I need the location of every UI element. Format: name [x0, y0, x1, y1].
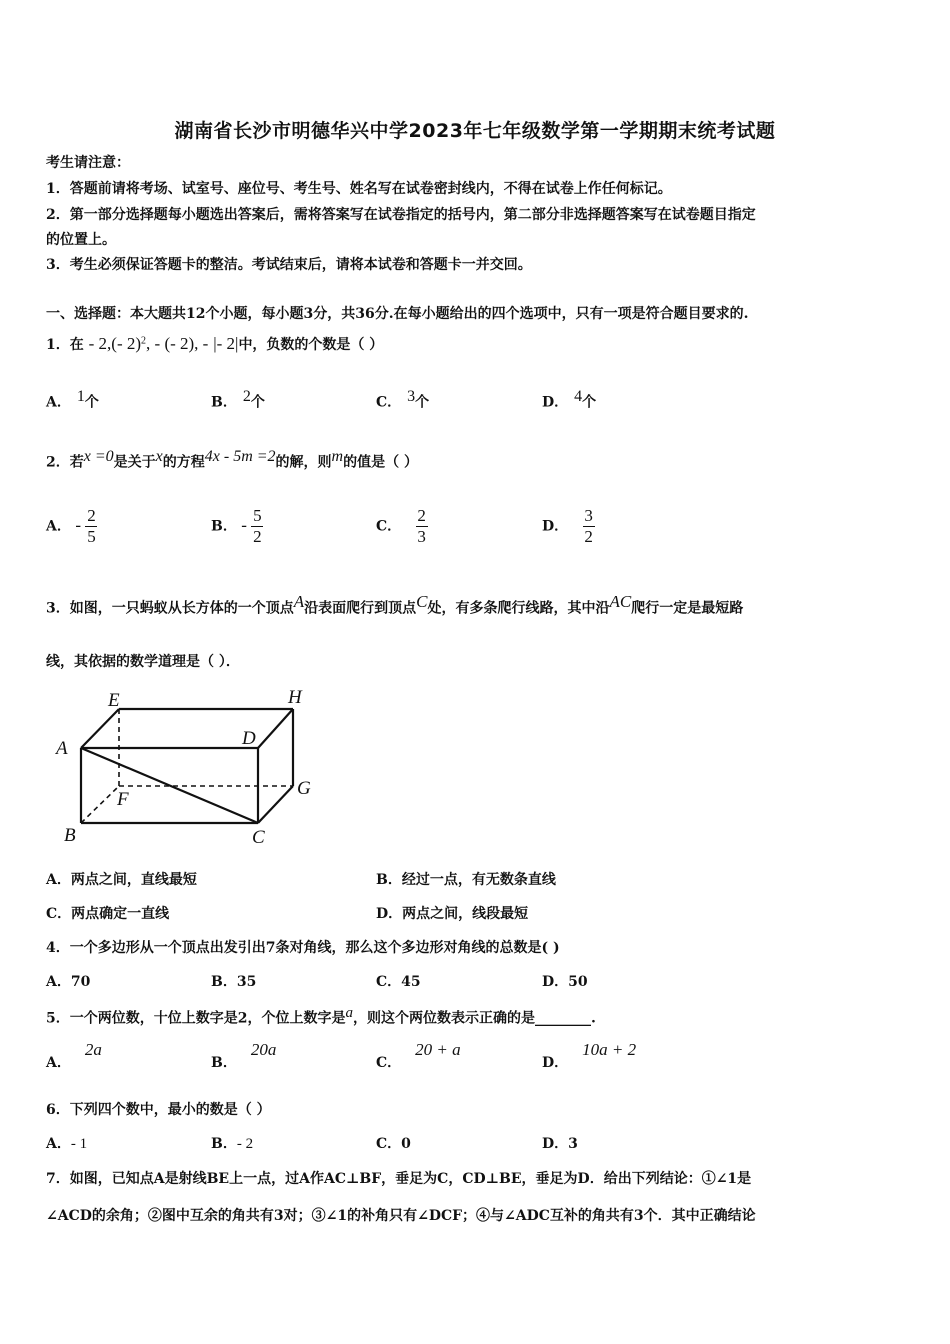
- q6-option-d[interactable]: [542, 1133, 578, 1153]
- q4-option-b[interactable]: [211, 971, 256, 991]
- q1-expr-part: , - (- 2), -: [146, 334, 209, 353]
- fraction: [251, 506, 263, 547]
- option-label: A．: [46, 1055, 71, 1071]
- q3-option-d[interactable]: [376, 903, 528, 923]
- q1-prefix: 1．在: [46, 337, 84, 353]
- q3-text: 3．如图，一只蚂蚁从长方体的一个顶点: [46, 600, 294, 617]
- q2-suffix: 的值是（ ）: [343, 454, 418, 471]
- edge-ae: [81, 709, 119, 748]
- q3-text: 爬行一定是最短路: [631, 600, 744, 617]
- option-label: D．: [376, 906, 403, 922]
- q1-abs-value: |- 2|: [213, 334, 239, 353]
- numerator: 2: [87, 506, 96, 525]
- denominator: 2: [253, 527, 262, 546]
- option-sign: -: [241, 515, 247, 535]
- notice-item: 2．第一部分选择题每小题选出答案后，需将答案写在试卷指定的括号内，第二部分非选择题答案写在试卷题目指定: [46, 207, 756, 223]
- label-d: D: [242, 728, 256, 749]
- option-label: B．: [211, 974, 237, 990]
- q1-option-d[interactable]: [542, 388, 596, 412]
- fraction: [85, 506, 97, 547]
- denominator: 5: [87, 527, 96, 546]
- option-sign: -: [75, 515, 81, 535]
- option-label: A．: [46, 872, 71, 888]
- label-c: C: [252, 827, 265, 848]
- question-2-stem: [46, 448, 418, 472]
- q1-expr-part: - 2,: [88, 334, 112, 353]
- fraction: [416, 506, 428, 547]
- q6-option-c[interactable]: [376, 1133, 411, 1153]
- option-text: - 1: [70, 1136, 88, 1152]
- q2-text: 是关于: [113, 454, 156, 471]
- fraction: [583, 506, 595, 547]
- q1-suffix: 中，负数的个数是（ ）: [238, 337, 384, 353]
- question-3-stem-line2: 线，其依据的数学道理是（ ）．: [46, 654, 240, 670]
- option-unit: 个: [415, 394, 430, 411]
- page-title: 湖南省长沙市明德华兴中学2023年七年级数学第一学期期末统考试题: [174, 120, 776, 142]
- q2-condition: x =0: [83, 448, 114, 465]
- label-h: H: [288, 687, 302, 708]
- option-value: 2: [242, 388, 251, 405]
- option-label: A．: [46, 518, 71, 535]
- numerator: 3: [584, 506, 593, 525]
- label-g: G: [297, 778, 311, 799]
- q3-option-b[interactable]: [376, 869, 556, 889]
- option-unit: 个: [582, 394, 597, 411]
- option-label: A．: [46, 1136, 71, 1152]
- option-label: D．: [542, 1055, 569, 1071]
- q6-option-a[interactable]: [46, 1133, 87, 1153]
- option-expression: 20a: [250, 1040, 277, 1059]
- option-label: C．: [376, 1136, 402, 1152]
- option-expression: 20 + a: [415, 1040, 461, 1059]
- edge-cg: [258, 786, 293, 823]
- option-label: B．: [211, 1055, 237, 1071]
- q2-option-d[interactable]: [542, 506, 595, 547]
- question-4-stem: 4．一个多边形从一个顶点出发引出7条对角线，那么这个多边形对角线的总数是( ): [46, 940, 560, 956]
- label-b: B: [64, 825, 76, 846]
- question-3-stem: [46, 592, 743, 618]
- q3-text: 处，有多条爬行线路，其中沿: [427, 600, 610, 617]
- label-a: A: [56, 738, 68, 759]
- q1-exponent: 2: [141, 335, 147, 347]
- option-label: C．: [376, 1055, 402, 1071]
- option-label: B．: [211, 394, 237, 411]
- q5-text: 5．一个两位数，十位上数字是2，个位上数字是: [46, 1010, 346, 1027]
- option-label: C．: [376, 518, 402, 535]
- option-value: 3: [407, 388, 416, 405]
- option-label: D．: [542, 974, 569, 990]
- option-text: 50: [568, 974, 588, 990]
- notice-item: 的位置上。: [46, 232, 116, 248]
- option-value: 4: [574, 388, 583, 405]
- option-label: A．: [46, 974, 71, 990]
- q2-variable: x: [155, 448, 163, 465]
- label-f: F: [117, 789, 129, 810]
- option-label: B．: [211, 1136, 237, 1152]
- q5-option-b[interactable]: [211, 1040, 277, 1071]
- option-label: D．: [542, 394, 569, 411]
- q2-option-a[interactable]: [46, 506, 97, 547]
- option-label: D．: [542, 1136, 569, 1152]
- q5-option-d[interactable]: [542, 1040, 637, 1071]
- q2-option-b[interactable]: [211, 506, 263, 547]
- q2-m: m: [331, 448, 344, 465]
- hidden-edge-bf: [81, 786, 119, 823]
- option-text: 70: [70, 974, 91, 990]
- option-text: 两点确定一直线: [71, 906, 170, 922]
- label-e: E: [108, 690, 120, 711]
- q3-option-c[interactable]: [46, 903, 169, 923]
- question-6-stem: 6．下列四个数中，最小的数是（ ）: [46, 1102, 271, 1118]
- option-label: C．: [376, 974, 402, 990]
- q2-option-c[interactable]: [376, 506, 428, 547]
- q2-text: 的解，则: [275, 454, 332, 471]
- q3-segment-ac: AC: [609, 592, 632, 611]
- q1-option-a[interactable]: [46, 388, 99, 412]
- q4-option-c[interactable]: [376, 971, 421, 991]
- numerator: 5: [253, 506, 262, 525]
- q5-variable-a: a: [345, 1005, 353, 1021]
- option-text: 0: [401, 1136, 411, 1152]
- question-1-stem: [46, 334, 383, 354]
- section-heading: 一、选择题：本大题共12个小题，每小题3分，共36分.在每小题给出的四个选项中，只有一项是符合题目要求的.: [46, 306, 749, 322]
- q5-option-a[interactable]: [46, 1040, 102, 1071]
- option-expression: 10a + 2: [582, 1040, 637, 1059]
- q4-option-d[interactable]: [542, 971, 588, 991]
- option-text: 两点之间，直线最短: [70, 872, 197, 888]
- option-value: 1: [76, 388, 85, 405]
- q6-option-b[interactable]: [211, 1133, 253, 1153]
- notice-item: 3．考生必须保证答题卡的整洁。考试结束后，请将本试卷和答题卡一并交回。: [46, 257, 532, 273]
- q3-text: 沿表面爬行到顶点: [304, 600, 417, 617]
- q3-option-a[interactable]: [46, 869, 197, 889]
- option-text: 两点之间，线段最短: [402, 906, 529, 922]
- q1-expr-part: (- 2): [111, 334, 142, 353]
- edge-dh: [258, 709, 293, 748]
- q3-vertex-c: C: [416, 592, 428, 611]
- option-text: 3: [568, 1136, 578, 1152]
- q5-text: ，则这个两位数表示正确的是________.: [352, 1010, 596, 1027]
- option-label: C．: [46, 906, 72, 922]
- denominator: 3: [417, 527, 426, 546]
- option-expression: 2a: [84, 1040, 102, 1059]
- q2-text: 的方程: [162, 454, 205, 471]
- option-text: 45: [401, 974, 421, 990]
- notice-heading: 考生请注意：: [46, 155, 130, 171]
- q2-equation: 4x - 5m =2: [204, 448, 276, 465]
- option-label: B．: [376, 872, 402, 888]
- option-text: - 2: [236, 1136, 254, 1152]
- option-unit: 个: [250, 394, 265, 411]
- notice-item: 1．答题前请将考场、试室号、座位号、考生号、姓名写在试卷密封线内，不得在试卷上作任何标记。: [46, 181, 672, 197]
- option-label: C．: [376, 394, 402, 411]
- q1-option-c[interactable]: [376, 388, 429, 412]
- q2-prefix: 2．若: [46, 454, 84, 471]
- option-label: D．: [542, 518, 569, 535]
- option-label: B．: [211, 518, 237, 535]
- question-7-stem: 7．如图，已知点A是射线BE上一点，过A作AC⊥BF，垂足为C，CD⊥BE，垂足为D．给出下列结论：①∠1是: [46, 1171, 752, 1187]
- option-label: A．: [46, 394, 71, 411]
- q1-option-b[interactable]: [211, 388, 265, 412]
- option-unit: 个: [84, 394, 99, 411]
- question-7-stem-line2: ∠ACD的余角；②图中互余的角共有3对；③∠1的补角只有∠DCF；④与∠ADC互补的角共有3个．其中正确结论: [46, 1208, 756, 1224]
- denominator: 2: [584, 527, 593, 546]
- numerator: 2: [417, 506, 426, 525]
- q3-vertex-a: A: [293, 592, 305, 611]
- option-text: 35: [236, 974, 257, 990]
- option-text: 经过一点，有无数条直线: [401, 872, 556, 888]
- q4-option-a[interactable]: [46, 971, 90, 991]
- q5-option-c[interactable]: [376, 1040, 461, 1071]
- question-5-stem: [46, 1005, 596, 1028]
- cuboid-figure: [50, 682, 330, 852]
